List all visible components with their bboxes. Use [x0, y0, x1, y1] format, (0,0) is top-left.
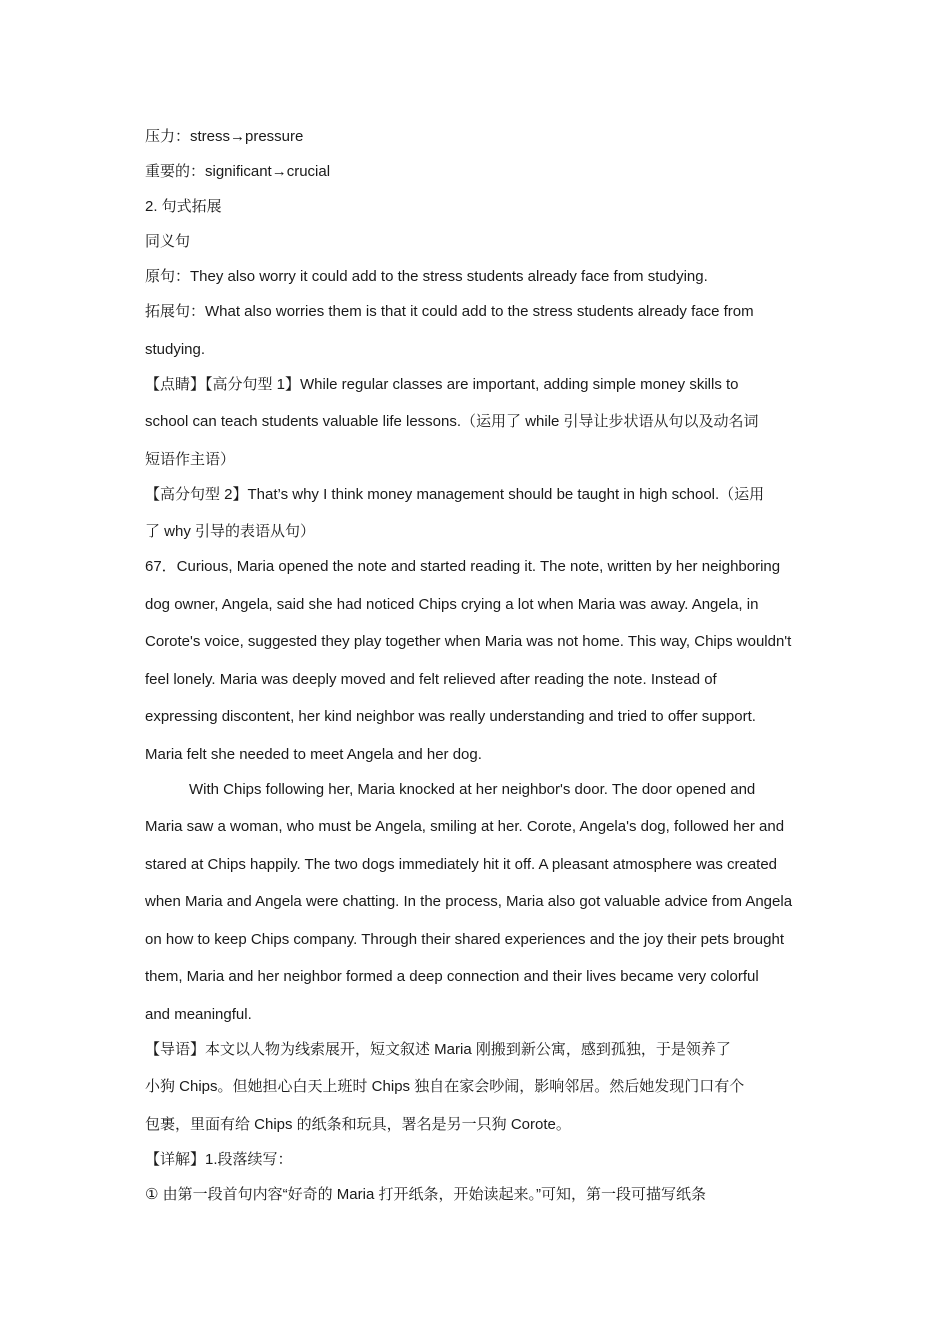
explanation-point-1: ① 由第一段首句内容“好奇的 Maria 打开纸条，开始读起来。”可知，第一段可描写纸条	[145, 1185, 706, 1203]
expanded-sentence: 拓展句：What also worries them is that it could add to the stress students already face from	[145, 303, 754, 320]
paragraph-2-line: With Chips following her, Maria knocked at her neighbor's door. The door opened and	[189, 780, 756, 798]
guide-line: 包裹，里面有给 Chips 的纸条和玩具，署名是另一只狗 Corote。	[145, 1115, 571, 1133]
answer-67-line: Maria felt she needed to meet Angela and her dog.	[145, 745, 482, 763]
highlight-sentence-1-note: 短语作主语）	[145, 450, 236, 468]
paragraph-2-line: when Maria and Angela were chatting. In the process, Maria also got valuable advice from Angela	[145, 893, 793, 910]
paragraph-2-line: on how to keep Chips company. Through their shared experiences and the joy their pets brought	[145, 930, 785, 948]
answer-67-line: expressing discontent, her kind neighbor was really understanding and tried to offer support.	[145, 708, 756, 725]
paragraph-2-line: and meaningful.	[145, 1005, 252, 1023]
original-sentence: 原句：They also worry it could add to the stress students already face from studying.	[145, 268, 708, 285]
page-content	[145, 126, 807, 1219]
highlight-sentence-1: 【点睛】【高分句型 1】While regular classes are important, adding simple money skills to	[145, 375, 739, 393]
highlight-sentence-1-cont: school can teach students valuable life lessons.（运用了 while 引导让步状语从句以及动名词	[145, 413, 759, 430]
answer-67-line: Corote's voice, suggested they play together when Maria was not home. This way, Chips wouldn't	[145, 633, 792, 650]
vocab-line-crucial: 重要的：significant→crucial	[145, 163, 331, 180]
section-heading-sentence-expansion: 2. 句式拓展	[145, 198, 222, 215]
paragraph-2-line: stared at Chips happily. The two dogs immediately hit it off. A pleasant atmosphere was created	[145, 855, 778, 873]
answer-67-line: 67．Curious, Maria opened the note and started reading it. The note, written by her neighboring	[145, 558, 781, 575]
paragraph-2-line: Maria saw a woman, who must be Angela, smiling at her. Corote, Angela's dog, followed her and	[145, 818, 785, 835]
subheading-synonymous-sentence: 同义句	[145, 233, 191, 250]
answer-67-line: feel lonely. Maria was deeply moved and felt relieved after reading the note. Instead of	[145, 670, 717, 688]
expanded-sentence-cont: studying.	[145, 340, 206, 358]
guide-line: 【导语】本文以人物为线索展开，短文叙述 Maria 刚搬到新公寓，感到孤独，于是领养了	[145, 1040, 731, 1058]
paragraph-2-line: them, Maria and her neighbor formed a deep connection and their lives became very colorful	[145, 968, 759, 985]
explanation-heading: 【详解】1.段落续写：	[145, 1150, 293, 1168]
guide-line: 小狗 Chips。但她担心白天上班时 Chips 独自在家会吵闹，影响邻居。然后她发现门口有个	[145, 1078, 745, 1095]
highlight-sentence-2: 【高分句型 2】That’s why I think money management should be taught in high school.（运用	[145, 485, 765, 503]
answer-67-line: dog owner, Angela, said she had noticed Chips crying a lot when Maria was away. Angela, in	[145, 595, 759, 613]
vocab-line-pressure: 压力：stress→pressure	[145, 128, 304, 145]
highlight-sentence-2-note: 了 why 引导的表语从句）	[145, 523, 316, 540]
